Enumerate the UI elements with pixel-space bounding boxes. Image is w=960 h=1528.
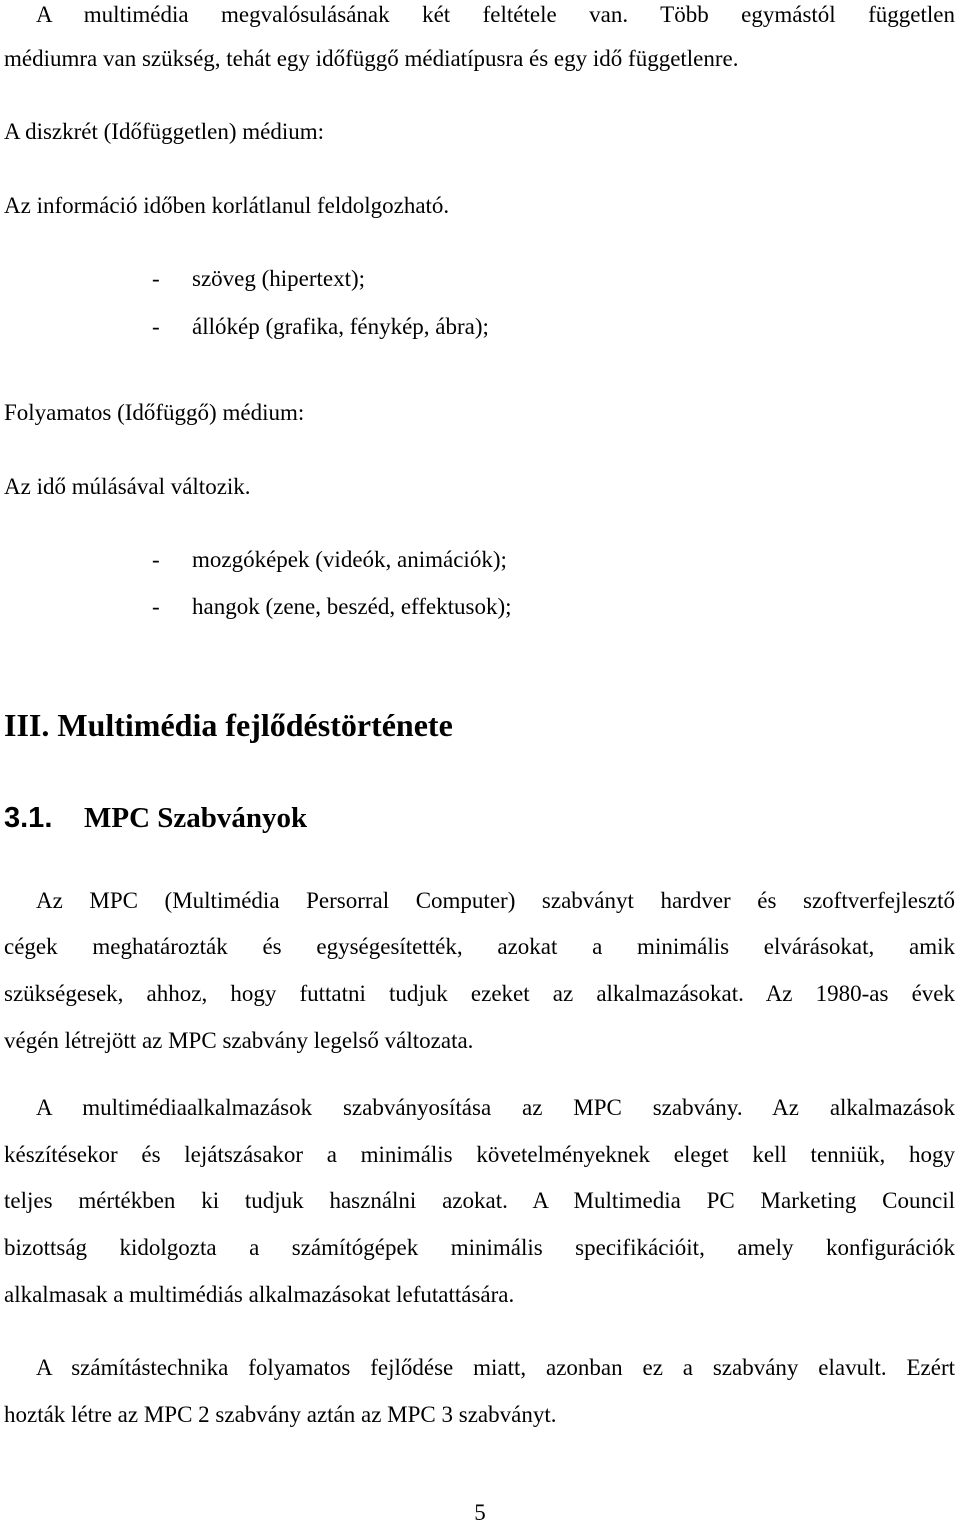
discrete-item-text: szöveg (hipertext); [192, 266, 366, 291]
intro-line-2: médiumra van szükség, tehát egy időfüggő médiatípusra és egy idő függetlenre. [4, 46, 739, 71]
bullet-dash: - [152, 594, 160, 619]
para1-line-1: Az MPC (Multimédia Persorral Computer) szabványt hardver és szoftverfejlesztő [36, 888, 955, 913]
para2-line-4: bizottság kidolgozta a számítógépek minimális specifikációit, amely konfigurációk [4, 1235, 955, 1260]
para2-line-5: alkalmasak a multimédiás alkalmazásokat lefutattására. [4, 1282, 515, 1307]
para2-line-3: teljes mértékben ki tudjuk használni azokat. A Multimedia PC Marketing Council [4, 1188, 955, 1213]
continuous-item-text: mozgóképek (videók, animációk); [192, 547, 507, 572]
bullet-dash: - [152, 314, 160, 339]
section-title [4, 800, 307, 836]
bullet-dash: - [152, 266, 160, 291]
discrete-item-1 [152, 264, 365, 294]
continuous-heading: Folyamatos (Időfüggő) médium: [4, 400, 305, 425]
section-number: 3.1. [4, 802, 53, 834]
discrete-item-2 [152, 312, 489, 342]
bullet-dash: - [152, 547, 160, 572]
continuous-item-1 [152, 545, 507, 575]
para3-line-1: A számítástechnika folyamatos fejlődése miatt, azonban ez a szabvány elavult. Ezért [36, 1355, 955, 1380]
para1-line-3: szükségesek, ahhoz, hogy futtatni tudjuk ezeket az alkalmazásokat. Az 1980-as évek [4, 981, 955, 1006]
page-number: 5 [474, 1500, 486, 1525]
discrete-heading: A diszkrét (Időfüggetlen) médium: [4, 119, 325, 144]
discrete-description: Az információ időben korlátlanul feldolgozható. [4, 193, 450, 218]
para2-line-1: A multimédiaalkalmazások szabványosítása az MPC szabvány. Az alkalmazások [36, 1095, 955, 1120]
intro-line-1: A multimédia megvalósulásának két feltétele van. Több egymástól független [36, 2, 955, 27]
section-title-text: MPC Szabványok [84, 802, 308, 834]
continuous-item-2 [152, 592, 512, 622]
continuous-description: Az idő múlásával változik. [4, 474, 251, 499]
para1-line-2: cégek meghatározták és egységesítették, azokat a minimális elvárásokat, amik [4, 934, 955, 959]
para3-line-2: hozták létre az MPC 2 szabvány aztán az MPC 3 szabványt. [4, 1402, 557, 1427]
para1-line-4: végén létrejött az MPC szabvány legelső változata. [4, 1028, 474, 1053]
chapter-title: III. Multimédia fejlődéstörténete [4, 707, 453, 743]
discrete-item-text: állókép (grafika, fénykép, ábra); [192, 314, 489, 339]
continuous-item-text: hangok (zene, beszéd, effektusok); [192, 594, 512, 619]
para2-line-2: készítésekor és lejátszásakor a minimális követelményeknek eleget kell tenniük, hogy [4, 1142, 955, 1167]
